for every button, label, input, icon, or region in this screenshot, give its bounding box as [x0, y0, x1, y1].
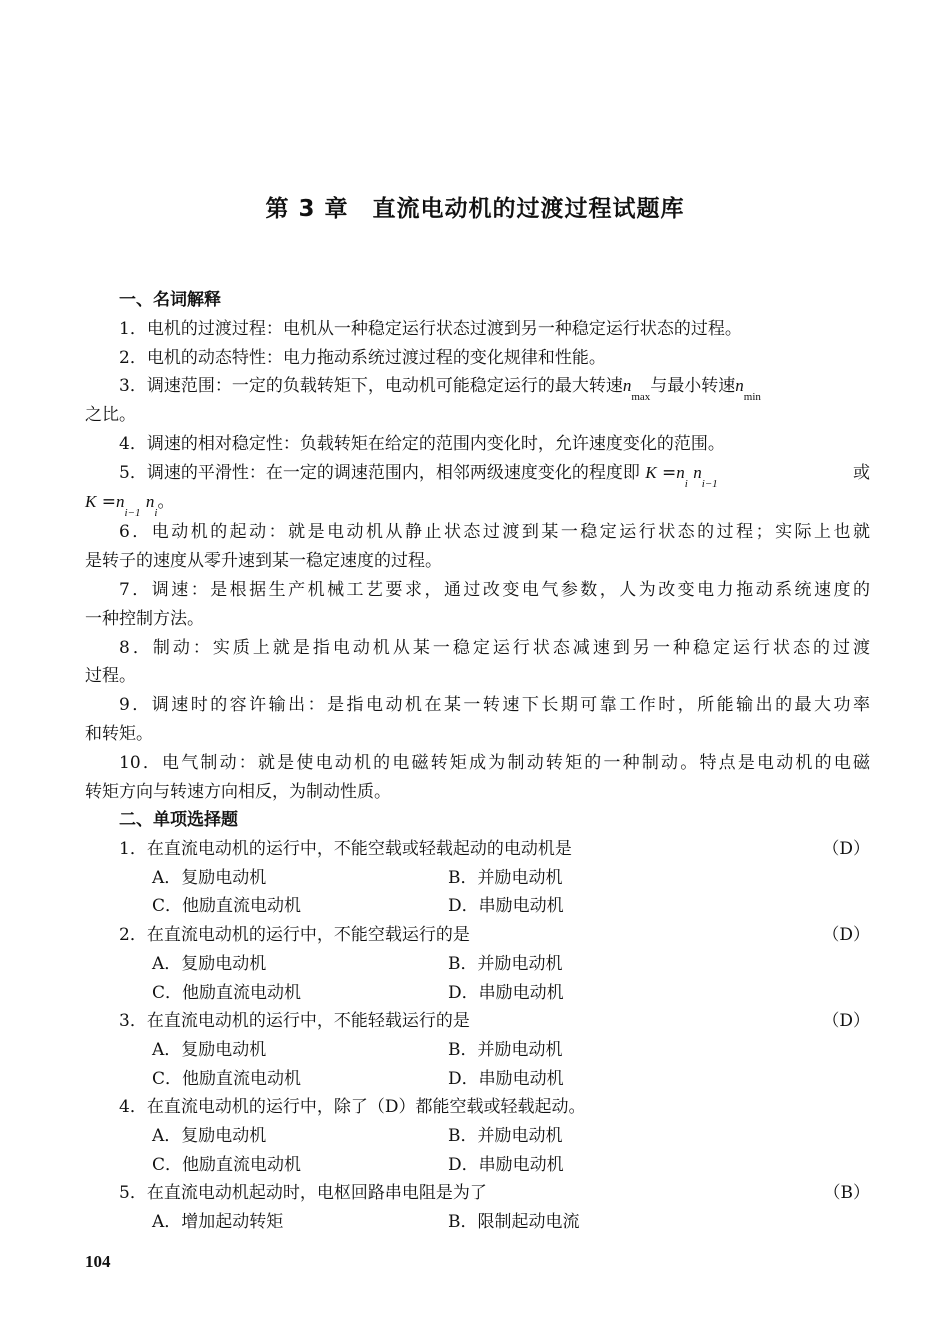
math-subscript-i: i — [154, 507, 158, 519]
option-a: A．复励电动机 — [152, 954, 267, 974]
question-text: 5．在直流电动机起动时，电枢回路串电阻是为了 — [119, 1183, 487, 1203]
definition-text: 5．调速的平滑性：在一定的调速范围内，相邻两级速度变化的程度即 — [119, 463, 640, 483]
question-text: 4．在直流电动机的运行中，除了（D）都能空载或轻载起动。 — [119, 1097, 586, 1117]
definition-item: 4．调速的相对稳定性：负载转矩在给定的范围内变化时，允许速度变化的范围。 — [119, 434, 725, 454]
option-b: B．并励电动机 — [448, 954, 563, 974]
math-equals: = — [661, 463, 677, 483]
option-a: A．复励电动机 — [152, 1126, 267, 1146]
math-K: K — [85, 492, 97, 511]
question-3 — [119, 1007, 870, 1035]
question-text: 1．在直流电动机的运行中，不能空载或轻载起动的电动机是 — [119, 839, 572, 859]
definition-text: 之比。 — [85, 405, 136, 425]
definition-item: 1．电机的过渡过程：电机从一种稳定运行状态过渡到另一种稳定运行状态的过程。 — [119, 319, 742, 339]
option-c: C．他励直流电动机 — [152, 1069, 302, 1089]
definition-text: 与最小转速 — [650, 376, 736, 396]
definition-item-5 — [119, 459, 870, 490]
option-d: D．串励电动机 — [448, 896, 564, 916]
answer-label: （D） — [822, 839, 870, 859]
definition-item-5-cont — [85, 488, 870, 519]
option-a: A．复励电动机 — [152, 868, 267, 888]
math-K: K — [645, 463, 657, 482]
option-c: C．他励直流电动机 — [152, 1155, 302, 1175]
question-4 — [119, 1093, 870, 1121]
option-d: D．串励电动机 — [448, 1155, 564, 1175]
option-b: B．限制起动电流 — [448, 1212, 580, 1232]
definition-text: 转矩方向与转速方向相反，为制动性质。 — [85, 782, 391, 802]
definition-text: 。 — [157, 492, 175, 512]
question-5 — [119, 1179, 870, 1207]
math-subscript-min: min — [743, 391, 761, 403]
definition-text: 一种控制方法。 — [85, 609, 204, 629]
question-text: 2．在直流电动机的运行中，不能空载运行的是 — [119, 925, 470, 945]
section-heading-definitions: 一、名词解释 — [119, 290, 221, 310]
definition-text: 和转矩。 — [85, 724, 153, 744]
definition-text: 3．调速范围：一定的负载转矩下，电动机可能稳定运行的最大转速 — [119, 376, 623, 396]
option-a: A．增加起动转矩 — [152, 1212, 284, 1232]
answer-label: （D） — [822, 925, 870, 945]
definition-text: 或 — [853, 463, 870, 483]
option-c: C．他励直流电动机 — [152, 983, 302, 1003]
definition-item: 2．电机的动态特性：电力拖动系统过渡过程的变化规律和性能。 — [119, 348, 606, 368]
option-b: B．并励电动机 — [448, 1040, 563, 1060]
option-c: C．他励直流电动机 — [152, 896, 302, 916]
question-2 — [119, 921, 870, 949]
option-d: D．串励电动机 — [448, 983, 564, 1003]
definition-item: 10．电气制动：就是使电动机的电磁转矩成为制动转矩的一种制动。特点是电动机的电磁 — [119, 753, 870, 773]
question-1 — [119, 835, 870, 863]
option-b: B．并励电动机 — [448, 1126, 563, 1146]
option-b: B．并励电动机 — [448, 868, 563, 888]
math-n: n — [735, 376, 744, 395]
math-equals: = — [101, 492, 116, 512]
answer-label: （B） — [823, 1183, 870, 1203]
question-text: 3．在直流电动机的运行中，不能轻载运行的是 — [119, 1011, 470, 1031]
math-subscript-i-minus-1: i−1 — [701, 478, 718, 490]
definition-item-3 — [119, 372, 870, 403]
math-n: n — [693, 463, 702, 482]
answer-label: （D） — [822, 1011, 870, 1031]
math-subscript-max: max — [631, 391, 651, 403]
definition-text: 过程。 — [85, 666, 136, 686]
math-n: n — [676, 463, 685, 482]
math-n: n — [116, 492, 125, 511]
math-n: n — [145, 492, 155, 511]
definition-item: 7．调速：是根据生产机械工艺要求，通过改变电气参数，人为改变电力拖动系统速度的 — [119, 580, 870, 600]
math-subscript-i-minus-1: i−1 — [124, 507, 141, 519]
option-a: A．复励电动机 — [152, 1040, 267, 1060]
definition-item: 9．调速时的容许输出：是指电动机在某一转速下长期可靠工作时，所能输出的最大功率 — [119, 695, 870, 715]
option-d: D．串励电动机 — [448, 1069, 564, 1089]
math-subscript-i: i — [684, 478, 688, 490]
chapter-title: 第 3 章 直流电动机的过渡过程试题库 — [265, 196, 685, 222]
definition-item: 8．制动：实质上就是指电动机从某一稳定运行状态减速到另一种稳定运行状态的过渡 — [119, 638, 870, 658]
math-n: n — [622, 376, 632, 395]
definition-text: 是转子的速度从零升速到某一稳定速度的过程。 — [85, 551, 442, 571]
page-number: 104 — [85, 1252, 111, 1271]
definition-item: 6．电动机的起动：就是电动机从静止状态过渡到某一稳定运行状态的过程；实际上也就 — [119, 522, 870, 542]
section-heading-choice: 二、单项选择题 — [119, 810, 238, 830]
